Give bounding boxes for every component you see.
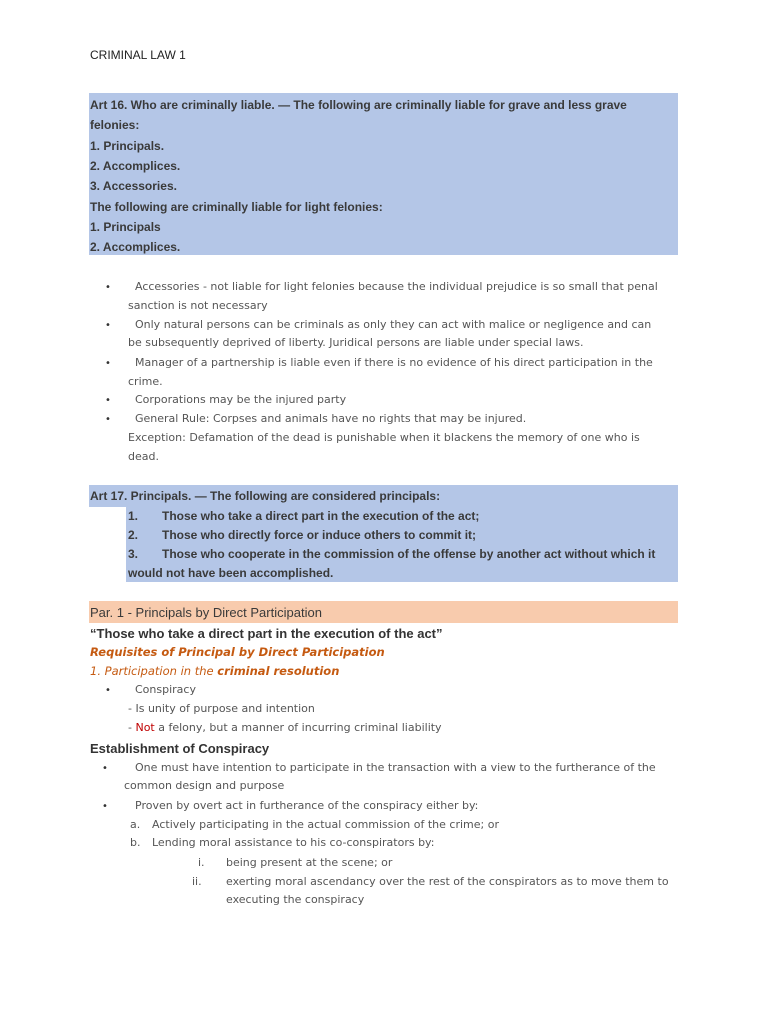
participation-prefix: 1. Participation in the [90,664,218,678]
item-moral-ascendancy-line1: exerting moral ascendancy over the rest of the conspirators as to move them to [226,875,669,888]
criminal-resolution: criminal resolution [217,664,340,678]
note-manager-line1: Manager of a partnership is liable even if there is no evidence of his direct participation in the [135,356,653,369]
bullet-icon: • [105,358,111,369]
list-label-i: i. [198,856,205,869]
item-present-at-scene: being present at the scene; or [226,856,393,869]
establishment-intention-line1: One must have intention to participate in the transaction with a view to the furtherance of the [135,761,656,774]
requisites-heading: Requisites of Principal by Direct Participation [90,645,385,659]
note-corporations: Corporations may be the injured party [135,393,347,406]
art16-light-principals: 1. Principals [90,220,161,234]
list-label-a: a. [130,818,141,831]
dash: - [128,721,136,734]
art16-item-accessories: 3. Accessories. [90,179,177,193]
bullet-icon: • [105,395,111,406]
art17-item3-text: Those who cooperate in the commission of the offense by another act without which it [162,547,656,561]
note-accessories-line1: Accessories - not liable for light felonies because the individual prejudice is so small that penal [135,280,658,293]
art17-heading: Art 17. Principals. — The following are considered principals: [90,489,441,503]
item-lending-moral-assistance: Lending moral assistance to his co-conspirators by: [152,836,435,849]
art17-item2-text: Those who directly force or induce others to commit it; [162,528,477,542]
art17-item3-num: 3. [128,547,139,561]
note-general-rule: General Rule: Corpses and animals have no rights that may be injured. [135,412,527,425]
document-title: CRIMINAL LAW 1 [90,48,186,62]
item-moral-ascendancy-line2: executing the conspiracy [226,893,365,906]
art17-item3-continuation: would not have been accomplished. [128,566,334,580]
bullet-icon: • [105,282,111,293]
bullet-icon: • [105,414,111,425]
note-natural-persons-line2: be subsequently deprived of liberty. Juridical persons are liable under special laws. [128,336,584,349]
conspiracy-not-felony [128,721,442,734]
bullet-icon: • [105,320,111,331]
art16-heading-line1: Art 16. Who are criminally liable. — The following are criminally liable for grave and less grave [90,98,627,112]
item-actively-participating: Actively participating in the actual commission of the crime; or [152,818,499,831]
establishment-intention-line2: common design and purpose [124,779,285,792]
art16-heading-line2: felonies: [90,118,140,132]
art16-item-accomplices: 2. Accomplices. [90,159,181,173]
conspiracy-label: Conspiracy [135,683,196,696]
note-manager-line2: crime. [128,375,163,388]
note-accessories-line2: sanction is not necessary [128,299,268,312]
conspiracy-unity: - Is unity of purpose and intention [128,702,315,715]
art16-light-accomplices: 2. Accomplices. [90,240,181,254]
bullet-icon: • [105,685,111,696]
par1-title: Par. 1 - Principals by Direct Participation [90,605,322,620]
art16-highlight [89,93,678,255]
art16-light-intro: The following are criminally liable for light felonies: [90,200,383,214]
art16-item-principals: 1. Principals. [90,139,165,153]
list-label-ii: ii. [192,875,202,888]
bullet-icon: • [102,763,108,774]
note-natural-persons-line1: Only natural persons can be criminals as only they can act with malice or negligence and can [135,318,652,331]
felony-rest: a felony, but a manner of incurring criminal liability [154,721,442,734]
note-exception-line2: dead. [128,450,159,463]
list-label-b: b. [130,836,141,849]
par1-quote: “Those who take a direct part in the execution of the act” [90,626,443,641]
art17-item1-text: Those who take a direct part in the execution of the act; [162,509,480,523]
note-exception-line1: Exception: Defamation of the dead is punishable when it blackens the memory of one who is [128,431,640,444]
participation-line [90,664,339,678]
not-word: Not [135,721,155,734]
art17-item1-num: 1. [128,509,139,523]
art17-item2-num: 2. [128,528,139,542]
establishment-heading: Establishment of Conspiracy [90,741,270,756]
establishment-overt-act: Proven by overt act in furtherance of the conspiracy either by: [135,799,479,812]
bullet-icon: • [102,801,108,812]
